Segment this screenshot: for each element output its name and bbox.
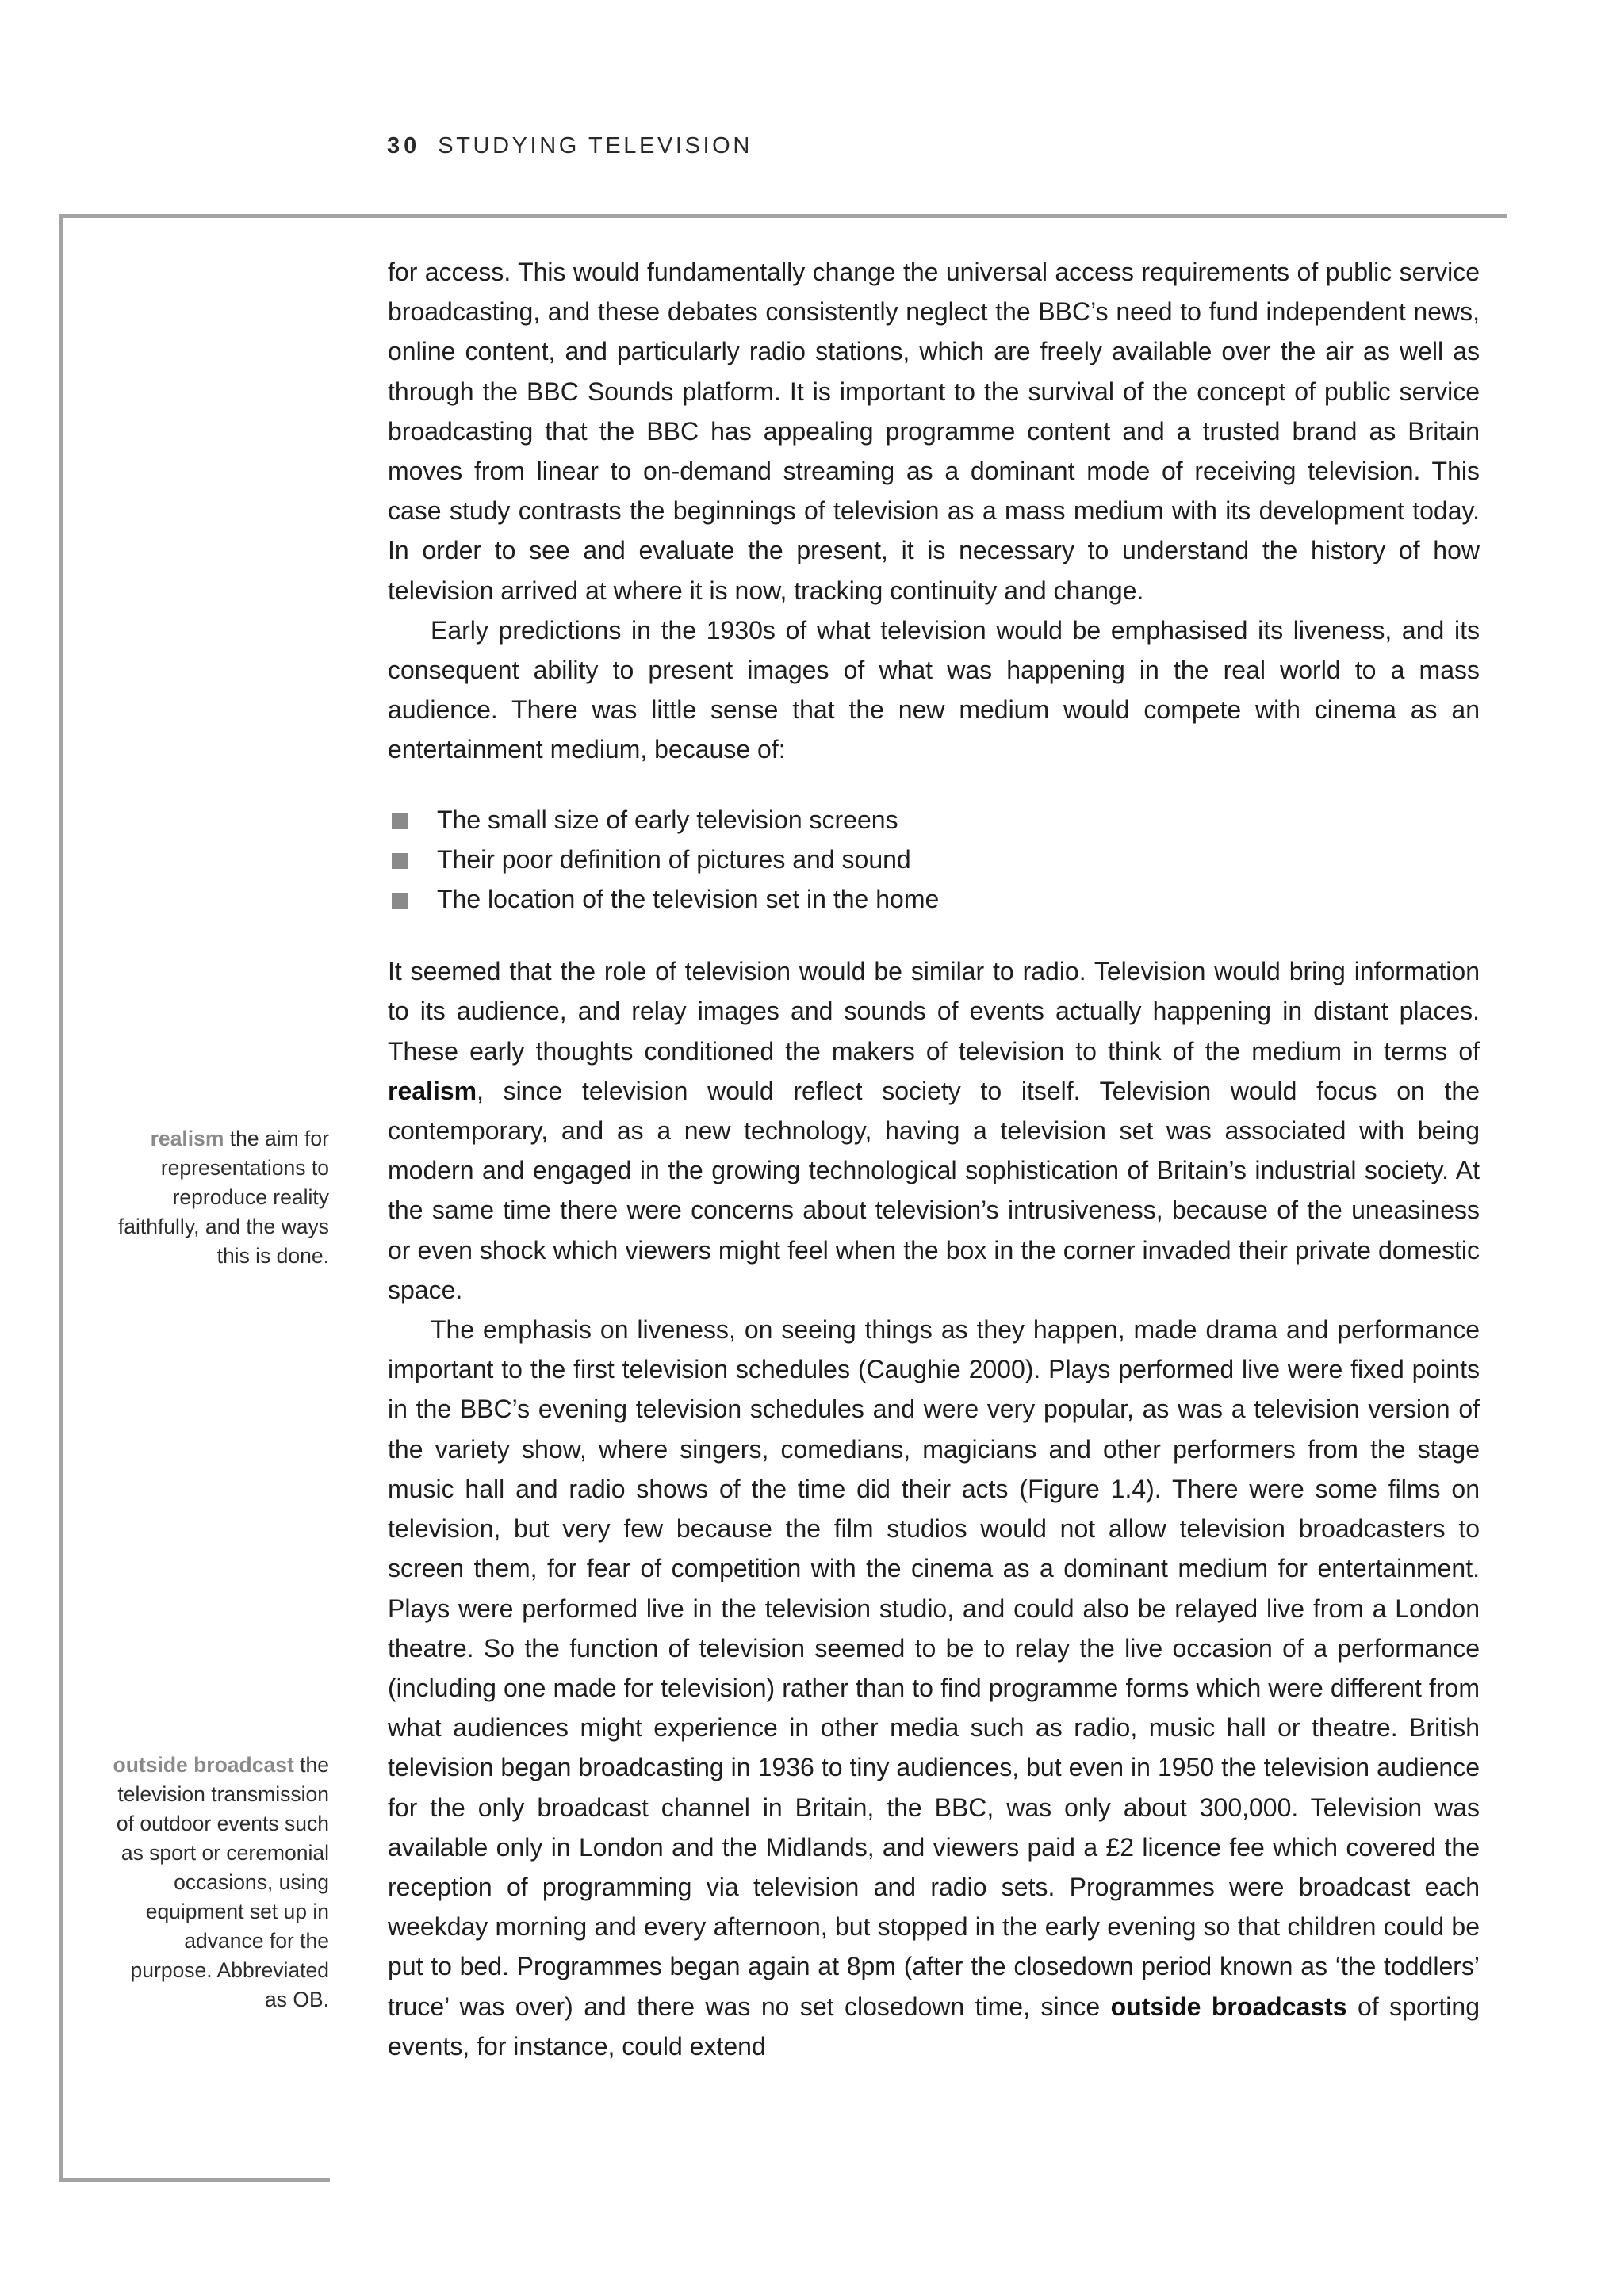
glossary-term-realism: realism [388, 1076, 477, 1105]
paragraph-3-text-a: It seemed that the role of television would be similar to radio. Television would bring information to its audience, and relay images and sounds of events actually happening in distant places. These early thoughts conditioned the makers of television to think of the medium in terms of [388, 957, 1480, 1066]
margin-note-realism [103, 1124, 329, 1271]
paragraph-2: Early predictions in the 1930s of what television would be emphasised its liveness, and its consequent ability to present images of what was happening in the real world to a mass audience. There was little sense that the new medium would compete with cinema as an entertainment medium, because of: [388, 615, 1480, 764]
glossary-term-outside-broadcasts: outside broadcasts [1110, 1992, 1347, 2021]
running-head [387, 133, 753, 159]
list-item-text: The location of the television set in the home [437, 885, 940, 914]
list-item [388, 879, 1480, 919]
paragraph-3-text-b: , since television would reflect society to itself. Television would focus on the contemporary, and as a new technology, having a television set was associated with being modern and engaged in the growing technological sophistication of Britain’s industrial society. At the same time there were concerns about television’s intrusiveness, because of the uneasiness or even shock which viewers might feel when the box in the corner invaded their private domestic space. [388, 1076, 1480, 1304]
margin-note-term: realism [150, 1127, 224, 1150]
square-bullet-icon [392, 813, 408, 829]
square-bullet-icon [392, 893, 408, 909]
square-bullet-icon [392, 853, 408, 869]
margin-note-term: outside broadcast [113, 1753, 294, 1777]
paragraph-4 [388, 1310, 1480, 2066]
bullet-list [388, 800, 1480, 920]
list-item-text: The small size of early television screens [437, 805, 898, 834]
paragraph-4-text-a: The emphasis on liveness, on seeing things as they happen, made drama and performance important to the first television schedules (Caughie 2000). Plays performed live were fixed points in the BBC’s evening television schedules and were very popular, as was a television version of the variety show, where singers, comedians, magicians and other performers from the stage music hall and radio shows of the time did their acts (Figure 1.4). There were some films on television, but very few because the film studios would not allow television broadcasters to screen them, for fear of competition with the cinema as a dominant medium for entertainment. Plays were performed live in the television studio, and could also be relayed live from a London theatre. So the function of television seemed to be to relay the live occasion of a performance (including one made for television) rather than to find programme forms which were different from what audiences might experience in other media such as radio, music hall or theatre. British television began broadcasting in 1936 to tiny audiences, but even in 1950 the television audience for the only broadcast channel in Britain, the BBC, was only about 300,000. Television was available only in London and the Midlands, and viewers paid a £2 licence fee which covered the reception of programming via television and radio sets. Programmes were broadcast each weekday morning and every afternoon, but stopped in the early evening so that children could be put to bed. Programmes began again at 8pm (after the closedown period known as ‘the toddlers’ truce’ was over) and there was no set closedown time, since [388, 1315, 1480, 2021]
main-text [388, 252, 1480, 2066]
list-item [388, 840, 1480, 879]
page-number: 30 [387, 133, 421, 159]
top-rule [59, 214, 1507, 218]
running-title: STUDYING TELEVISION [438, 133, 753, 159]
paragraph-4-text-b: of sporting events, for instance, could extend [388, 1992, 1480, 2061]
left-rule [59, 214, 63, 2182]
paragraph-3 [388, 951, 1480, 1310]
bottom-rule [59, 2178, 330, 2182]
list-item [388, 800, 1480, 840]
margin-note-outside-broadcast [103, 1751, 329, 2015]
margin-note-definition: the aim for representations to reproduce reality faithfully, and the ways this is done. [117, 1127, 329, 1268]
margin-note-definition: the television transmission of outdoor events such as sport or ceremonial occasions, using equipment set up in advance for the purpose. Abbreviated as OB. [116, 1753, 329, 2011]
list-item-text: Their poor definition of pictures and sound [437, 844, 911, 874]
paragraph-1: for access. This would fundamentally change the universal access requirements of public service broadcasting, and these debates consistently neglect the BBC’s need to fund independent news, online content, and particularly radio stations, which are freely available over the air as well as through the BBC Sounds platform. It is important to the survival of the concept of public service broadcasting that the BBC has appealing programme content and a trusted brand as Britain moves from linear to on-demand streaming as a dominant mode of receiving television. This case study contrasts the beginnings of television as a mass medium with its development today. In order to see and evaluate the present, it is necessary to understand the history of how television arrived at where it is now, tracking continuity and change. [388, 258, 1480, 605]
